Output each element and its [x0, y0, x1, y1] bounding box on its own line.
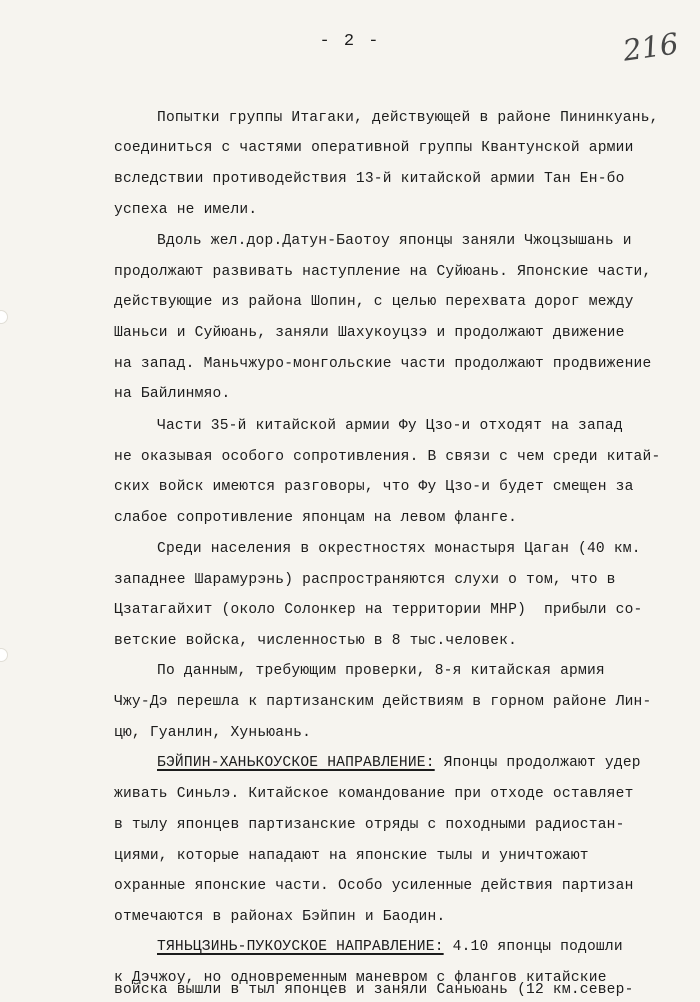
- binder-hole: [0, 310, 8, 324]
- line-text: Попытки группы Итагаки, действующей в районе Пининкуань,: [157, 110, 659, 126]
- text-line: [114, 602, 643, 618]
- text-line: [157, 233, 632, 249]
- line-text: живать Синьлэ. Китайское командование при отходе оставляет: [114, 786, 634, 802]
- section-heading: ТЯНЬЦЗИНЬ-ПУКОУСКОЕ НАПРАВЛЕНИЕ:: [157, 939, 444, 955]
- line-text: ветские войска, численностью в 8 тыс.человек.: [114, 633, 518, 649]
- line-text: Японцы продолжают удер: [434, 755, 641, 771]
- text-line: [114, 878, 634, 894]
- text-line: [114, 325, 625, 341]
- text-line: [157, 939, 623, 955]
- line-text: слабое сопротивление японцам на левом фланге.: [114, 510, 518, 526]
- line-text: соединиться с частями оперативной группы Квантунской армии: [114, 140, 634, 156]
- line-text: продолжают развивать наступление на Суйюань. Японские части,: [114, 264, 652, 280]
- text-line: [157, 541, 641, 557]
- line-text: циями, которые нападают на японские тылы и уничтожают: [114, 848, 589, 864]
- line-text: к Дэчжоу, но одновременным маневром с флангов китайские: [114, 970, 607, 986]
- text-line: [157, 663, 605, 679]
- text-line: [157, 110, 659, 126]
- line-text: на запад. Маньчжуро-монгольские части продолжают продвижение: [114, 356, 652, 372]
- text-line: [114, 725, 311, 741]
- line-text: на Байлинмяо.: [114, 386, 231, 402]
- archive-page-number: 216: [620, 26, 681, 68]
- text-line: [114, 510, 517, 526]
- text-line: [114, 140, 634, 156]
- line-text: Вдоль жел.дор.Датун-Баотоу японцы заняли Чжоцзышань и: [157, 233, 632, 249]
- text-line: [114, 202, 257, 218]
- text-line: [114, 572, 616, 588]
- line-text: не оказывая особого сопротивления. В связи с чем среди китай-: [114, 449, 661, 465]
- line-text: 4.10 японцы подошли: [443, 939, 623, 955]
- line-text: в тылу японцев партизанские отряды с походными радиостан-: [114, 817, 625, 833]
- text-line: [114, 633, 517, 649]
- text-line: [157, 418, 623, 434]
- line-text: действующие из района Шопин, с целью перехвата дорог между: [114, 294, 634, 310]
- section-heading: БЭЙПИН-ХАНЬКОУСКОЕ НАПРАВЛЕНИЕ:: [157, 755, 435, 771]
- text-line: [114, 386, 230, 402]
- line-text: Части 35-й китайской армии Фу Цзо-и отходят на запад: [157, 418, 623, 434]
- line-text: западнее Шарамурэнь) распространяются слухи о том, что в: [114, 572, 616, 588]
- line-text: успеха не имели.: [114, 202, 258, 218]
- line-text: Среди населения в окрестностях монастыря Цаган (40 км.: [157, 541, 641, 557]
- page-number: - 2 -: [319, 32, 381, 51]
- text-line: [114, 171, 625, 187]
- text-line: [114, 817, 625, 833]
- text-line: [114, 294, 634, 310]
- line-text: По данным, требующим проверки, 8-я китайская армия: [157, 663, 605, 679]
- line-text: цю, Гуанлин, Хуньюань.: [114, 725, 312, 741]
- line-text: отмечаются в районах Бэйпин и Баодин.: [114, 909, 446, 925]
- line-text: Цзатагайхит (около Солонкер на территории МНР) прибыли со-: [114, 602, 643, 618]
- text-line: [114, 694, 651, 710]
- text-line: [114, 848, 589, 864]
- text-line: [114, 264, 651, 280]
- text-line: [114, 786, 634, 802]
- text-line: [157, 755, 641, 771]
- text-line: [114, 909, 445, 925]
- line-text: ских войск имеются разговоры, что Фу Цзо-и будет смещен за: [114, 479, 634, 495]
- line-text: Шаньси и Суйюань, заняли Шахукоуцзэ и продолжают движение: [114, 325, 625, 341]
- text-line: [114, 479, 634, 495]
- line-text: Чжу-Дэ перешла к партизанским действиям в горном районе Лин-: [114, 694, 652, 710]
- text-line: [114, 982, 634, 998]
- text-line: [114, 356, 651, 372]
- text-line: [114, 449, 660, 465]
- binder-hole: [0, 648, 8, 662]
- line-text: охранные японские части. Особо усиленные действия партизан: [114, 878, 634, 894]
- line-text: войска вышли в тыл японцев и заняли Саньюань (12 км.север-: [114, 982, 634, 998]
- line-text: вследствии противодействия 13-й китайской армии Тан Ен-бо: [114, 171, 625, 187]
